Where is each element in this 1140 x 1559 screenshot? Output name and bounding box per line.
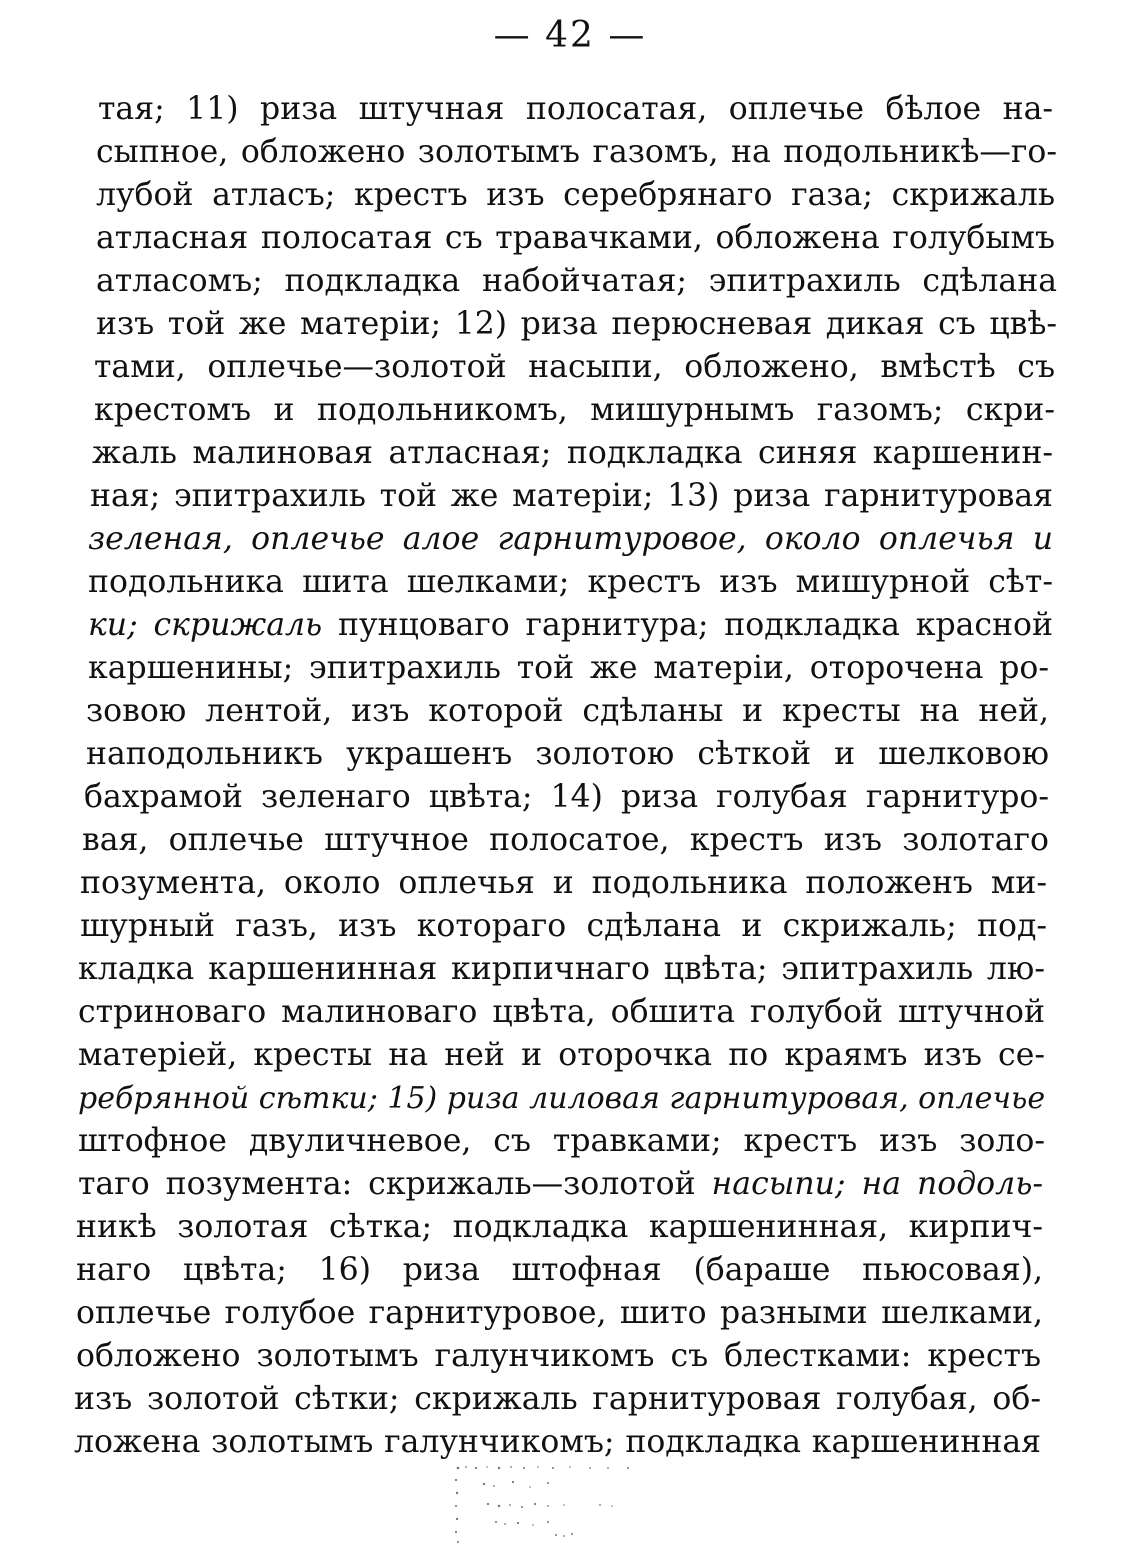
text-line: ложена золотымъ галунчикомъ; подкладка каршенинная	[74, 1424, 1041, 1460]
text-line: никѣ золотая сѣтка; подкладка каршенинная, кирпич-	[76, 1209, 1043, 1245]
text-line: каршенины; эпитрахиль той же матеріи, оторочена ро-	[88, 650, 1049, 686]
text-line: стриноваго малиноваго цвѣта, обшита голубой штучной	[78, 994, 1045, 1030]
text-line: наго цвѣта; 16) риза штофная (бараше пьюсовая),	[76, 1252, 1043, 1288]
text-line: жаль малиновая атласная; подкладка синяя каршенин-	[92, 435, 1053, 471]
text-line: ки; скрижаль пунцоваго гарнитура; подкладка красной	[88, 607, 1053, 643]
text-line: тая; 11) риза штучная полосатая, оплечье бѣлое на-	[98, 91, 1053, 127]
text-line: матеріей, кресты на ней и оторочка по краямъ изъ се-	[78, 1037, 1045, 1073]
text-line: изъ той же матеріи; 12) риза перюсневая дикая съ цвѣ-	[96, 306, 1057, 342]
text-line: зовою лентой, изъ которой сдѣланы и кресты на ней,	[86, 693, 1049, 729]
text-line: атласомъ; подкладка набойчатая; эпитрахиль сдѣлана	[96, 263, 1057, 299]
text-line: крестомъ и подольникомъ, мишурнымъ газомъ; скри-	[94, 392, 1055, 428]
text-line: оплечье голубое гарнитуровое, шито разными шелками,	[76, 1295, 1043, 1331]
text-line: обложено золотымъ галунчикомъ съ блестками: крестъ	[76, 1338, 1041, 1374]
text-line: зеленая, оплечье алое гарнитуровое, около оплечья и	[88, 521, 1053, 557]
page-number: — 42 —	[493, 15, 647, 56]
text-line: ная; эпитрахиль той же матеріи; 13) риза гарнитуровая	[90, 478, 1053, 514]
text-line: кладка каршенинная кирпичнаго цвѣта; эпитрахиль лю-	[78, 951, 1045, 987]
text-line: ребрянной сѣтки; 15) риза лиловая гарнитуровая, оплечье	[78, 1081, 1046, 1116]
text-line: сыпное, обложено золотымъ газомъ, на подольникѣ—го-	[96, 134, 1057, 170]
text-line: вая, оплечье штучное полосатое, крестъ изъ золотаго	[82, 822, 1049, 858]
text-line: штофное двуличневое, съ травками; крестъ изъ золо-	[78, 1123, 1045, 1159]
text-line: атласная полосатая съ травачками, обложена голубымъ	[96, 220, 1055, 256]
text-line: тами, оплечье—золотой насыпи, обложено, вмѣстѣ съ	[94, 349, 1055, 385]
text-line: бахрамой зеленаго цвѣта; 14) риза голубая гарнитуро-	[84, 779, 1049, 815]
text-line: шурный газъ, изъ котораго сдѣлана и скрижаль; под-	[80, 908, 1047, 944]
text-line: наподольникъ украшенъ золотою сѣткой и шелковою	[86, 736, 1049, 772]
text-line: таго позумента: скрижаль—золотой насыпи; на подоль-	[78, 1166, 1043, 1202]
text-line: подольника шита шелками; крестъ изъ мишурной сѣт-	[88, 564, 1053, 600]
text-line: лубой атласъ; крестъ изъ серебрянаго газа; скрижаль	[96, 177, 1055, 213]
text-line: изъ золотой сѣтки; скрижаль гарнитуровая голубая, об-	[74, 1381, 1041, 1417]
text-line: позумента, около оплечья и подольника положенъ ми-	[80, 865, 1047, 901]
library-stamp-mark	[452, 1462, 634, 1546]
